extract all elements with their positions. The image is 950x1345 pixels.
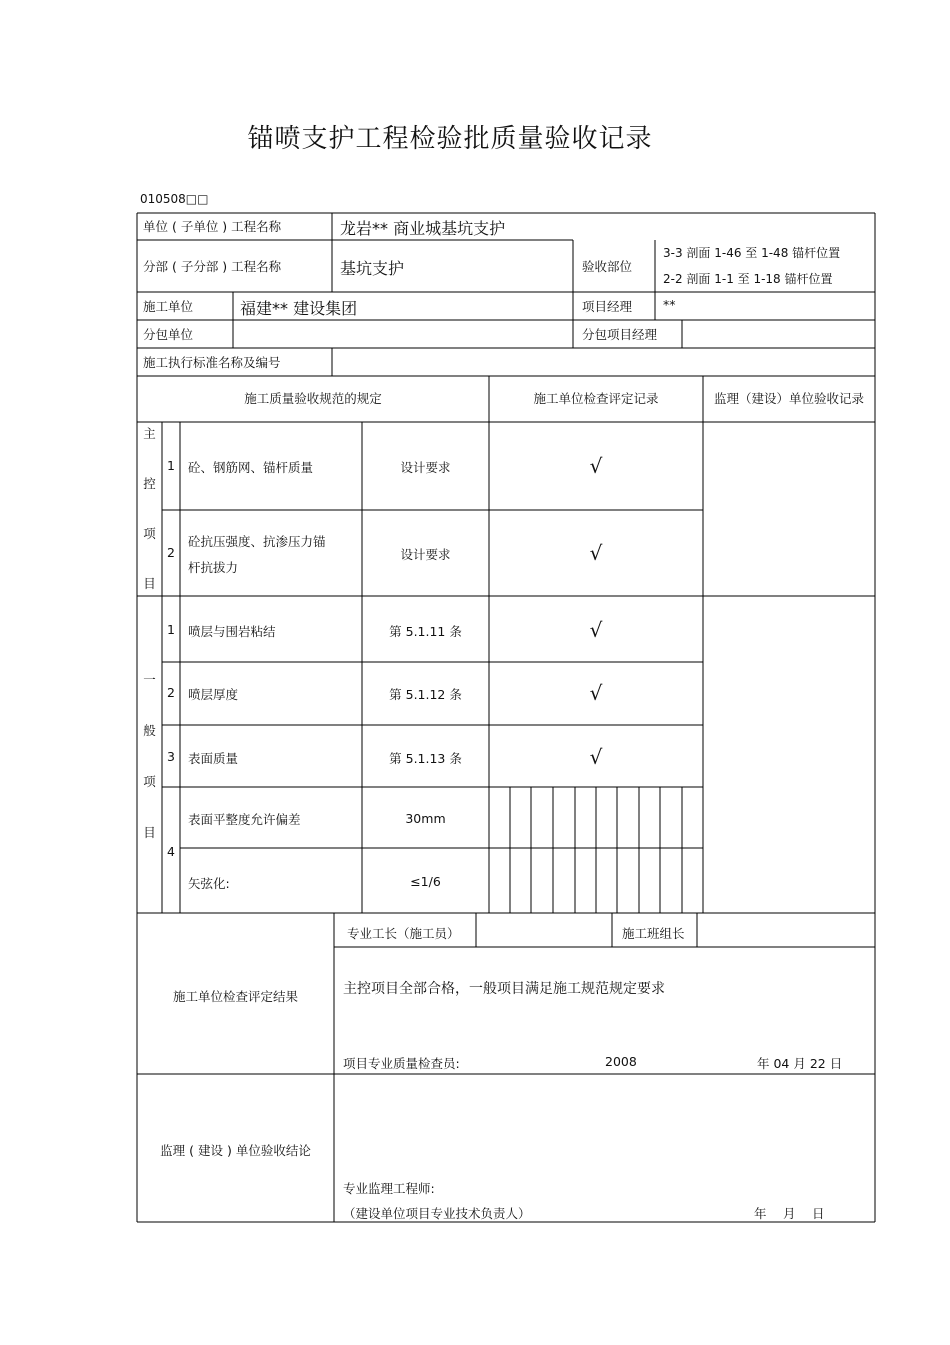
main-control-char-4: 目 <box>143 576 156 591</box>
general-char-2: 般 <box>143 723 156 738</box>
general-item-2-name: 喷层厚度 <box>188 687 239 702</box>
contractor-label: 施工单位 <box>143 299 194 314</box>
general-char-4: 目 <box>143 825 156 840</box>
general-item-3-req: 第 5.1.13 条 <box>389 751 462 766</box>
general-item-4-no: 4 <box>167 844 175 859</box>
main-control-char-1: 主 <box>143 426 156 441</box>
main-item-2-no: 2 <box>167 545 175 560</box>
main-item-1-no: 1 <box>167 458 175 473</box>
general-item-3-name: 表面质量 <box>188 751 239 766</box>
sub-project-value: 基坑支护 <box>340 259 405 278</box>
main-item-1-name: 砼、钢筋网、锚杆质量 <box>188 460 314 475</box>
main-item-2-req: 设计要求 <box>400 547 451 562</box>
inspector-label: 项目专业质量检查员: <box>343 1056 460 1071</box>
page-title: 锚喷支护工程检验批质量验收记录 <box>247 124 653 154</box>
general-item-2-req: 第 5.1.12 条 <box>389 687 462 702</box>
general-item-3-check: √ <box>589 745 603 769</box>
owner-representative-label: （建设单位项目专业技术负责人） <box>343 1206 531 1221</box>
supervisor-date: 年 月 日 <box>754 1206 825 1221</box>
col-spec-header: 施工质量验收规范的规定 <box>244 391 382 406</box>
general-item-4-req-b: ≤1/6 <box>410 874 441 889</box>
contractor-result-label: 施工单位检查评定结果 <box>172 989 298 1004</box>
col-contractor-header: 施工单位检查评定记录 <box>533 391 659 406</box>
acceptance-part-line1: 3-3 剖面 1-46 至 1-48 锚杆位置 <box>663 246 841 260</box>
contractor-date-year: 2008 <box>605 1054 637 1069</box>
supervisor-engineer-label: 专业监理工程师: <box>343 1181 435 1196</box>
acceptance-part-line2: 2-2 剖面 1-1 至 1-18 锚杆位置 <box>663 272 833 286</box>
contractor-value: 福建** 建设集团 <box>240 299 358 318</box>
general-item-4-name-b: 矢弦化: <box>188 876 230 891</box>
main-control-char-3: 项 <box>143 526 156 541</box>
general-item-2-check: √ <box>589 681 603 705</box>
contractor-date-rest: 年 04 月 22 日 <box>757 1056 843 1071</box>
sub-project-label: 分部 ( 子分部 ) 工程名称 <box>143 259 282 274</box>
general-char-3: 项 <box>143 774 156 789</box>
col-supervisor-header: 监理（建设）单位验收记录 <box>713 391 864 406</box>
main-item-1-req: 设计要求 <box>400 460 451 475</box>
form-code: 010508□□ <box>140 192 209 206</box>
general-item-4-name-a: 表面平整度允许偏差 <box>188 812 301 827</box>
main-item-2-name-line2: 杆抗拔力 <box>188 560 239 575</box>
main-control-char-2: 控 <box>143 476 156 491</box>
project-manager-label: 项目经理 <box>582 299 633 314</box>
general-item-1-no: 1 <box>167 622 175 637</box>
sub-pm-label: 分包项目经理 <box>582 327 658 342</box>
main-item-2-check: √ <box>589 541 603 565</box>
unit-project-value: 龙岩** 商业城基坑支护 <box>340 219 506 238</box>
general-char-1: 一 <box>143 672 156 687</box>
team-leader-label: 施工班组长 <box>622 926 685 941</box>
project-manager-value: ** <box>663 297 676 312</box>
general-item-1-req: 第 5.1.11 条 <box>389 624 462 639</box>
main-item-1-check: √ <box>589 454 603 478</box>
unit-project-label: 单位 ( 子单位 ) 工程名称 <box>143 219 282 234</box>
supervisor-result-label: 监理 ( 建设 ) 单位验收结论 <box>160 1143 311 1158</box>
foreman-label: 专业工长（施工员） <box>347 926 460 941</box>
main-item-2-name-line1: 砼抗压强度、抗渗压力锚 <box>188 534 326 549</box>
general-item-4-req-a: 30mm <box>405 811 446 826</box>
subcontractor-label: 分包单位 <box>143 327 194 342</box>
general-item-1-name: 喷层与围岩粘结 <box>188 624 276 639</box>
general-item-1-check: √ <box>589 618 603 642</box>
general-item-3-no: 3 <box>167 749 175 764</box>
general-item-2-no: 2 <box>167 685 175 700</box>
contractor-conclusion: 主控项目全部合格，一般项目满足施工规范规定要求 <box>343 981 665 997</box>
standard-label: 施工执行标准名称及编号 <box>143 355 281 370</box>
acceptance-part-label: 验收部位 <box>582 259 633 274</box>
